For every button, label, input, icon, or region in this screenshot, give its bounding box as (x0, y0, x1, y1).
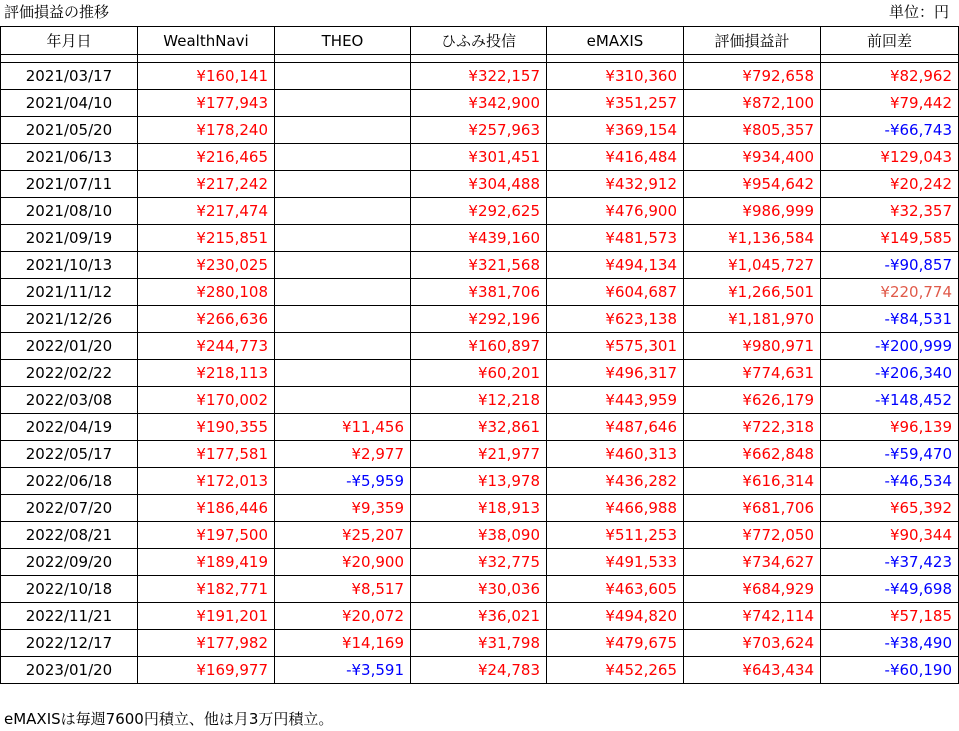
cell-hifumi: ¥32,861 (411, 414, 547, 441)
cell-date: 2021/04/10 (1, 90, 138, 117)
cell-emaxis: ¥494,134 (547, 252, 684, 279)
cell-emaxis: ¥496,317 (547, 360, 684, 387)
cell-date: 2022/12/17 (1, 630, 138, 657)
cell-hifumi: ¥292,625 (411, 198, 547, 225)
cell-date: 2021/05/20 (1, 117, 138, 144)
cell-wealthnavi: ¥169,977 (138, 657, 275, 684)
table-row (1, 252, 959, 279)
cell-wealthnavi: ¥197,500 (138, 522, 275, 549)
cell-hifumi: ¥32,775 (411, 549, 547, 576)
cell-total: ¥1,181,970 (684, 306, 821, 333)
table-row (1, 603, 959, 630)
cell-emaxis: ¥476,900 (547, 198, 684, 225)
cell-diff: -¥66,743 (821, 117, 959, 144)
cell-diff: ¥129,043 (821, 144, 959, 171)
cell-emaxis: ¥460,313 (547, 441, 684, 468)
cell-theo (275, 171, 411, 198)
cell-wealthnavi: ¥280,108 (138, 279, 275, 306)
cell-wealthnavi: ¥170,002 (138, 387, 275, 414)
cell-date: 2022/03/08 (1, 387, 138, 414)
cell-date: 2021/07/11 (1, 171, 138, 198)
table-row (1, 279, 959, 306)
column-header-total: 評価損益計 (684, 27, 821, 55)
spacer-row (1, 55, 959, 63)
cell-total: ¥805,357 (684, 117, 821, 144)
cell-total: ¥722,318 (684, 414, 821, 441)
cell-diff: -¥46,534 (821, 468, 959, 495)
table-row (1, 414, 959, 441)
cell-emaxis: ¥432,912 (547, 171, 684, 198)
cell-diff: -¥59,470 (821, 441, 959, 468)
cell-date: 2021/11/12 (1, 279, 138, 306)
cell-date: 2022/05/17 (1, 441, 138, 468)
cell-diff: -¥148,452 (821, 387, 959, 414)
cell-theo: -¥3,591 (275, 657, 411, 684)
cell-theo: ¥8,517 (275, 576, 411, 603)
cell-total: ¥954,642 (684, 171, 821, 198)
cell-wealthnavi: ¥177,581 (138, 441, 275, 468)
spacer-cell (138, 55, 275, 63)
table-body (1, 55, 959, 684)
cell-total: ¥772,050 (684, 522, 821, 549)
cell-date: 2021/06/13 (1, 144, 138, 171)
cell-diff: -¥38,490 (821, 630, 959, 657)
cell-hifumi: ¥257,963 (411, 117, 547, 144)
cell-wealthnavi: ¥191,201 (138, 603, 275, 630)
cell-diff: ¥57,185 (821, 603, 959, 630)
footer-note: eMAXISは毎週7600円積立、他は月3万円積立。 (4, 710, 334, 728)
cell-date: 2022/01/20 (1, 333, 138, 360)
cell-date: 2021/09/19 (1, 225, 138, 252)
cell-hifumi: ¥60,201 (411, 360, 547, 387)
cell-total: ¥662,848 (684, 441, 821, 468)
cell-hifumi: ¥38,090 (411, 522, 547, 549)
table-row (1, 306, 959, 333)
table-row (1, 549, 959, 576)
cell-date: 2022/10/18 (1, 576, 138, 603)
column-header-diff: 前回差 (821, 27, 959, 55)
table-row (1, 468, 959, 495)
cell-total: ¥1,266,501 (684, 279, 821, 306)
cell-theo: ¥14,169 (275, 630, 411, 657)
cell-diff: -¥200,999 (821, 333, 959, 360)
cell-date: 2022/02/22 (1, 360, 138, 387)
cell-diff: -¥60,190 (821, 657, 959, 684)
table-row (1, 225, 959, 252)
column-header-emaxis: eMAXIS (547, 27, 684, 55)
cell-emaxis: ¥575,301 (547, 333, 684, 360)
cell-hifumi: ¥439,160 (411, 225, 547, 252)
cell-theo (275, 279, 411, 306)
cell-wealthnavi: ¥215,851 (138, 225, 275, 252)
cell-emaxis: ¥494,820 (547, 603, 684, 630)
cell-diff: -¥37,423 (821, 549, 959, 576)
table-row (1, 360, 959, 387)
cell-diff: ¥20,242 (821, 171, 959, 198)
cell-date: 2022/09/20 (1, 549, 138, 576)
cell-theo (275, 144, 411, 171)
spacer-cell (547, 55, 684, 63)
cell-hifumi: ¥36,021 (411, 603, 547, 630)
cell-wealthnavi: ¥217,242 (138, 171, 275, 198)
cell-wealthnavi: ¥186,446 (138, 495, 275, 522)
spacer-cell (684, 55, 821, 63)
cell-hifumi: ¥381,706 (411, 279, 547, 306)
cell-theo: ¥20,072 (275, 603, 411, 630)
cell-total: ¥986,999 (684, 198, 821, 225)
cell-emaxis: ¥604,687 (547, 279, 684, 306)
cell-wealthnavi: ¥244,773 (138, 333, 275, 360)
spacer-cell (275, 55, 411, 63)
cell-total: ¥681,706 (684, 495, 821, 522)
cell-emaxis: ¥452,265 (547, 657, 684, 684)
spacer-cell (411, 55, 547, 63)
cell-hifumi: ¥304,488 (411, 171, 547, 198)
cell-date: 2022/08/21 (1, 522, 138, 549)
cell-emaxis: ¥466,988 (547, 495, 684, 522)
cell-emaxis: ¥511,253 (547, 522, 684, 549)
cell-emaxis: ¥487,646 (547, 414, 684, 441)
cell-date: 2021/08/10 (1, 198, 138, 225)
cell-emaxis: ¥463,605 (547, 576, 684, 603)
cell-date: 2022/04/19 (1, 414, 138, 441)
cell-hifumi: ¥31,798 (411, 630, 547, 657)
table-row (1, 657, 959, 684)
table-row (1, 630, 959, 657)
cell-theo (275, 225, 411, 252)
cell-wealthnavi: ¥230,025 (138, 252, 275, 279)
cell-total: ¥1,136,584 (684, 225, 821, 252)
column-header-theo: THEO (275, 27, 411, 55)
cell-hifumi: ¥30,036 (411, 576, 547, 603)
cell-theo (275, 117, 411, 144)
cell-theo (275, 387, 411, 414)
cell-date: 2021/03/17 (1, 63, 138, 90)
cell-diff: ¥32,357 (821, 198, 959, 225)
cell-emaxis: ¥310,360 (547, 63, 684, 90)
cell-total: ¥774,631 (684, 360, 821, 387)
cell-diff: -¥84,531 (821, 306, 959, 333)
cell-total: ¥734,627 (684, 549, 821, 576)
cell-total: ¥616,314 (684, 468, 821, 495)
cell-wealthnavi: ¥177,943 (138, 90, 275, 117)
cell-hifumi: ¥321,568 (411, 252, 547, 279)
cell-wealthnavi: ¥178,240 (138, 117, 275, 144)
cell-wealthnavi: ¥266,636 (138, 306, 275, 333)
cell-date: 2022/07/20 (1, 495, 138, 522)
cell-total: ¥934,400 (684, 144, 821, 171)
cell-diff: -¥49,698 (821, 576, 959, 603)
cell-emaxis: ¥351,257 (547, 90, 684, 117)
cell-diff: -¥90,857 (821, 252, 959, 279)
cell-theo (275, 333, 411, 360)
table-row (1, 387, 959, 414)
cell-hifumi: ¥301,451 (411, 144, 547, 171)
cell-hifumi: ¥160,897 (411, 333, 547, 360)
unit-label: 単位：円 (888, 3, 949, 21)
cell-total: ¥742,114 (684, 603, 821, 630)
cell-hifumi: ¥322,157 (411, 63, 547, 90)
cell-total: ¥792,658 (684, 63, 821, 90)
cell-total: ¥703,624 (684, 630, 821, 657)
cell-hifumi: ¥292,196 (411, 306, 547, 333)
cell-date: 2023/01/20 (1, 657, 138, 684)
table-row (1, 171, 959, 198)
cell-wealthnavi: ¥189,419 (138, 549, 275, 576)
page-title: 評価損益の推移 (4, 3, 110, 21)
cell-wealthnavi: ¥177,982 (138, 630, 275, 657)
cell-emaxis: ¥416,484 (547, 144, 684, 171)
table-row (1, 333, 959, 360)
cell-wealthnavi: ¥160,141 (138, 63, 275, 90)
cell-theo (275, 306, 411, 333)
cell-hifumi: ¥13,978 (411, 468, 547, 495)
cell-theo: ¥11,456 (275, 414, 411, 441)
cell-wealthnavi: ¥172,013 (138, 468, 275, 495)
cell-date: 2021/10/13 (1, 252, 138, 279)
cell-diff: ¥90,344 (821, 522, 959, 549)
cell-hifumi: ¥21,977 (411, 441, 547, 468)
spacer-cell (1, 55, 138, 63)
cell-wealthnavi: ¥216,465 (138, 144, 275, 171)
column-header-date: 年月日 (1, 27, 138, 55)
table-row (1, 63, 959, 90)
cell-total: ¥626,179 (684, 387, 821, 414)
cell-theo (275, 63, 411, 90)
cell-diff: ¥220,774 (821, 279, 959, 306)
cell-theo: -¥5,959 (275, 468, 411, 495)
cell-theo (275, 252, 411, 279)
cell-hifumi: ¥18,913 (411, 495, 547, 522)
cell-date: 2022/11/21 (1, 603, 138, 630)
cell-date: 2022/06/18 (1, 468, 138, 495)
cell-total: ¥643,434 (684, 657, 821, 684)
table-row (1, 117, 959, 144)
cell-theo (275, 198, 411, 225)
column-header-wealthnavi: WealthNavi (138, 27, 275, 55)
cell-date: 2021/12/26 (1, 306, 138, 333)
cell-diff: -¥206,340 (821, 360, 959, 387)
cell-diff: ¥79,442 (821, 90, 959, 117)
cell-theo (275, 360, 411, 387)
cell-emaxis: ¥369,154 (547, 117, 684, 144)
column-header-hifumi: ひふみ投信 (411, 27, 547, 55)
table-row (1, 495, 959, 522)
spacer-cell (821, 55, 959, 63)
cell-hifumi: ¥342,900 (411, 90, 547, 117)
cell-emaxis: ¥623,138 (547, 306, 684, 333)
cell-diff: ¥65,392 (821, 495, 959, 522)
cell-wealthnavi: ¥218,113 (138, 360, 275, 387)
cell-theo: ¥2,977 (275, 441, 411, 468)
table-row (1, 144, 959, 171)
cell-total: ¥684,929 (684, 576, 821, 603)
cell-theo: ¥9,359 (275, 495, 411, 522)
cell-emaxis: ¥491,533 (547, 549, 684, 576)
cell-theo (275, 90, 411, 117)
cell-diff: ¥82,962 (821, 63, 959, 90)
cell-total: ¥980,971 (684, 333, 821, 360)
cell-wealthnavi: ¥182,771 (138, 576, 275, 603)
cell-emaxis: ¥443,959 (547, 387, 684, 414)
cell-theo: ¥20,900 (275, 549, 411, 576)
header-row (1, 27, 959, 55)
cell-hifumi: ¥12,218 (411, 387, 547, 414)
cell-diff: ¥149,585 (821, 225, 959, 252)
cell-emaxis: ¥436,282 (547, 468, 684, 495)
table-row (1, 441, 959, 468)
profit-loss-table (0, 26, 959, 684)
cell-theo: ¥25,207 (275, 522, 411, 549)
table-row (1, 522, 959, 549)
cell-emaxis: ¥481,573 (547, 225, 684, 252)
cell-wealthnavi: ¥190,355 (138, 414, 275, 441)
cell-total: ¥1,045,727 (684, 252, 821, 279)
table-row (1, 576, 959, 603)
cell-total: ¥872,100 (684, 90, 821, 117)
cell-diff: ¥96,139 (821, 414, 959, 441)
table-row (1, 198, 959, 225)
cell-wealthnavi: ¥217,474 (138, 198, 275, 225)
page-header (0, 0, 959, 26)
table-row (1, 90, 959, 117)
cell-hifumi: ¥24,783 (411, 657, 547, 684)
cell-emaxis: ¥479,675 (547, 630, 684, 657)
